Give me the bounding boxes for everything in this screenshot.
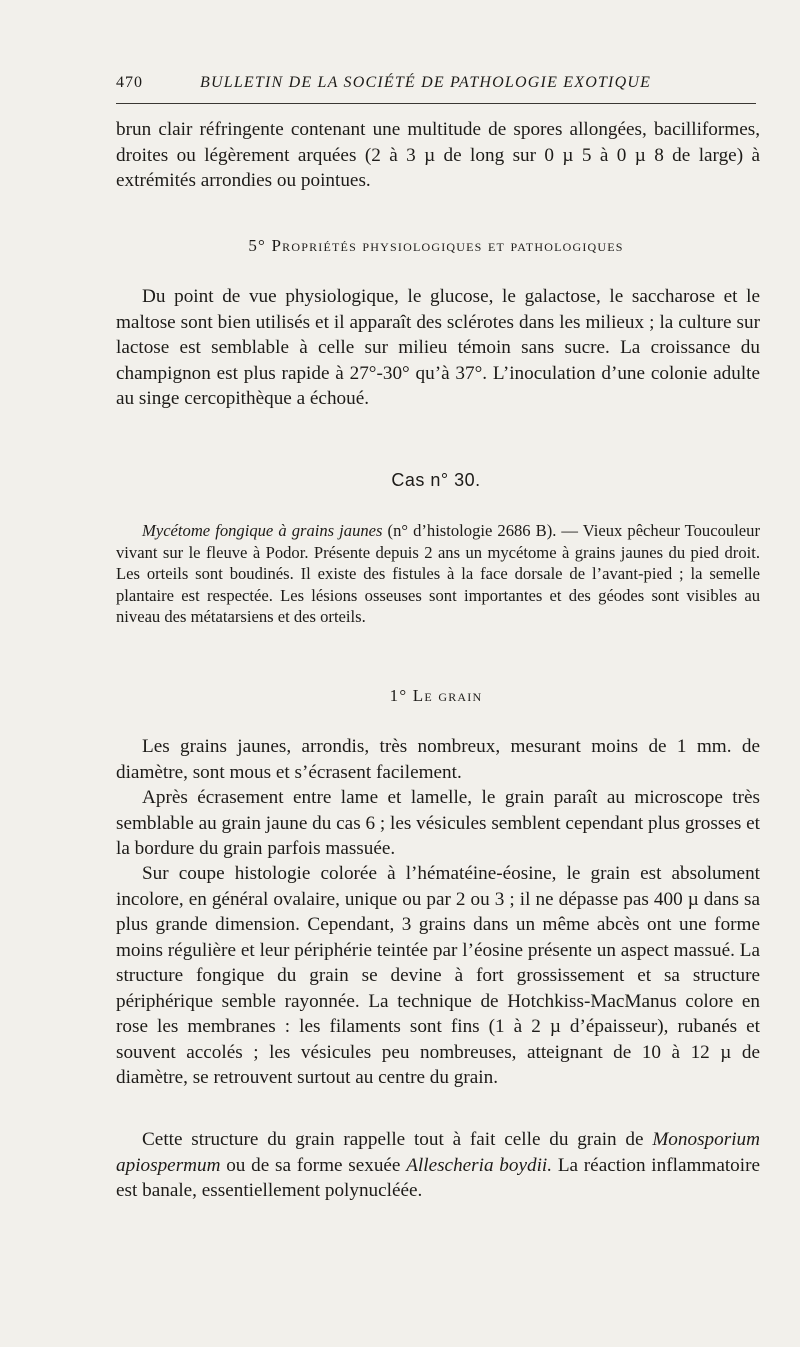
section-heading-lead: 5° P bbox=[248, 236, 283, 255]
paragraph-case-description bbox=[116, 520, 760, 628]
species-name-allescheria: Allescheria boydii. bbox=[406, 1154, 553, 1176]
header-rule bbox=[116, 103, 756, 104]
page-number: 470 bbox=[116, 74, 143, 91]
section-heading-lead: 1° L bbox=[389, 686, 425, 705]
section-heading-rest: ropriétés physiologiques et pathologiques bbox=[282, 236, 624, 255]
running-header bbox=[116, 74, 756, 98]
section-heading-properties bbox=[116, 236, 756, 256]
case-title-italic: Mycétome fongique à grains jaunes bbox=[142, 521, 383, 540]
paragraph-continuation: brun clair réfringente contenant une multitude de spores allongées, bacilliformes, droites ou légèrement arquées (2 à 3 µ de long sur 0 µ 5 à 0 µ 8 de large) à extrémités arrondies ou pointues. bbox=[116, 119, 760, 191]
species-name-monosporium: Monosporium apiospermum bbox=[116, 1129, 760, 1176]
case-heading: Cas n° 30. bbox=[391, 470, 481, 490]
grain-4-text-end: La réaction inflammatoire est banale, essentiellement polynucléée. bbox=[116, 1154, 760, 1201]
section-heading-rest: e grain bbox=[424, 686, 483, 705]
paragraph-physiology: Du point de vue physiologique, le glucose, le galactose, le saccharose et le maltose sont bien utilisés et il apparaît des sclérotes dans les milieux ; la culture sur lactose est semblable à celle sur milieu témoin sans sucre. La croissance du champignon est plus rapide à 27°-30° qu’à 37°. L’inoculation d’une colonie adulte au singe cercopithèque a échoué. bbox=[116, 286, 760, 409]
section-heading-grain bbox=[116, 686, 756, 706]
paragraph-grain-2: Après écrasement entre lame et lamelle, le grain paraît au microscope très semblable au grain jaune du cas 6 ; les vésicules semblent cependant plus grosses et la bordure du grain parfois massuée. bbox=[116, 787, 760, 859]
journal-title: BULLETIN DE LA SOCIÉTÉ DE PATHOLOGIE EXOTIQUE bbox=[200, 74, 652, 91]
grain-4-text-mid: ou de sa forme sexuée bbox=[220, 1154, 407, 1176]
paragraph-grain-3: Sur coupe histologie colorée à l’hématéine-éosine, le grain est absolument incolore, en général ovalaire, unique ou par 2 ou 3 ; il ne dépasse pas 400 µ dans sa plus grande dimension. Cependant, 3 grains dans un même abcès ont une forme moins régulière et leur périphérie teintée par l’éosine présente un aspect massué. La structure fongique du grain se devine à fort grossissement et sa structure périphérique semble rayonnée. La technique de Hotchkiss-MacManus colore en rose les membranes : les filaments sont fins (1 à 2 µ d’épaisseur), rubanés et souvent accolés ; les vésicules peu nombreuses, atteignant de 10 à 12 µ de diamètre, se retrouvent surtout au centre du grain. bbox=[116, 863, 760, 1088]
case-description-text: (n° d’histologie 2686 B). — Vieux pêcheur Toucouleur vivant sur le fleuve à Podor. Présente depuis 2 ans un mycétome à grains jaunes du pied droit. Les orteils sont boudinés. Il existe des fistules à la face dorsale de l’avant-pied ; la semelle plantaire est respectée. Les lésions osseuses sont importantes et des géodes sont visibles au niveau des métatarsiens et des orteils. bbox=[116, 521, 760, 627]
paragraph-grain-4 bbox=[116, 1127, 760, 1204]
grain-4-text-start: Cette structure du grain rappelle tout à fait celle du grain de bbox=[142, 1129, 653, 1150]
paragraph-grain-1: Les grains jaunes, arrondis, très nombreux, mesurant moins de 1 mm. de diamètre, sont mous et s’écrasent facilement. bbox=[116, 736, 760, 783]
